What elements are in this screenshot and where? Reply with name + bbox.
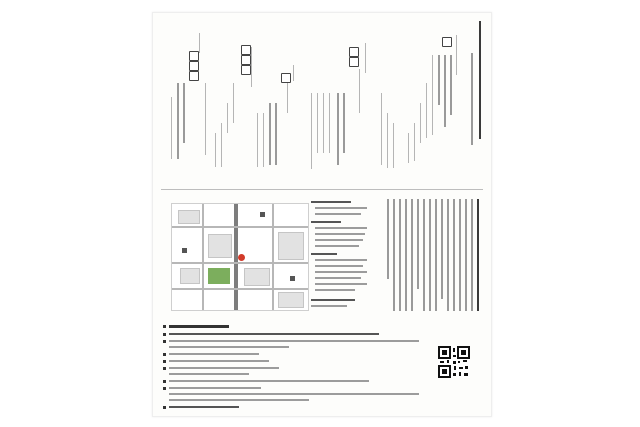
map-building xyxy=(278,292,304,308)
ticket-notes xyxy=(163,325,433,411)
piece-4-credit xyxy=(251,47,252,87)
piece-1-cast xyxy=(450,55,452,115)
piece-title-4 xyxy=(241,45,251,55)
venue-map xyxy=(171,203,309,311)
map-building xyxy=(180,268,200,284)
piece-5-credit xyxy=(199,33,200,53)
piece-title-2-glyph xyxy=(349,57,359,67)
essay-title xyxy=(377,197,378,198)
map-road xyxy=(172,226,308,228)
map-building xyxy=(178,210,200,224)
piece-1-cast xyxy=(426,83,427,138)
piece-3-credit xyxy=(293,65,294,81)
piece-4-cast xyxy=(221,123,222,167)
map-road xyxy=(202,204,204,310)
map-park xyxy=(208,268,230,284)
piece-4-cast xyxy=(227,103,228,133)
piece-5-cast xyxy=(205,83,206,155)
piece-1-cast xyxy=(420,103,421,143)
piece-2-cast xyxy=(317,93,318,153)
piece-2-cast xyxy=(311,93,312,169)
map-road xyxy=(272,204,274,310)
piece-2-credit xyxy=(359,69,360,113)
piece-2-cast xyxy=(329,93,330,153)
piece-1-cast xyxy=(444,55,446,127)
piece-2-cast xyxy=(323,93,324,153)
piece-5-cast xyxy=(177,83,179,159)
piece-5-cast xyxy=(171,97,172,159)
access-info xyxy=(311,199,371,311)
piece-4-cast xyxy=(233,83,234,123)
map-station xyxy=(260,212,265,217)
piece-4-cast xyxy=(215,133,216,167)
piece-1-credit xyxy=(456,35,457,75)
piece-title-3 xyxy=(281,73,291,83)
map-station xyxy=(290,276,295,281)
piece-1-cast xyxy=(432,55,433,135)
map-road xyxy=(172,262,308,264)
venue-marker-icon xyxy=(238,254,245,261)
map-building xyxy=(244,268,270,286)
map-station xyxy=(182,248,187,253)
piece-3-cast xyxy=(263,113,264,167)
piece-2-cast xyxy=(381,93,382,165)
piece-2-cast xyxy=(343,93,345,153)
piece-title-5-glyph xyxy=(189,61,199,71)
section-divider xyxy=(161,189,483,190)
date-column xyxy=(471,53,473,145)
piece-title-5-glyph xyxy=(189,71,199,81)
piece-title-4-glyph xyxy=(241,65,251,75)
piece-title-2 xyxy=(349,47,359,57)
venue-fax xyxy=(311,199,312,200)
piece-3-cast xyxy=(257,113,258,167)
piece-2-cast xyxy=(387,113,388,168)
piece-2-cast xyxy=(337,93,339,165)
map-building xyxy=(208,234,232,258)
piece-2-credit xyxy=(365,43,366,73)
piece-3-credit xyxy=(287,83,288,113)
piece-2-cast xyxy=(393,123,394,168)
qr-code[interactable] xyxy=(438,346,470,378)
program-sheet xyxy=(152,12,492,417)
piece-5-cast xyxy=(183,83,185,143)
essay-section xyxy=(377,197,483,313)
program-section xyxy=(153,13,491,185)
piece-title-1 xyxy=(442,37,452,47)
piece-title-5-text xyxy=(153,13,154,14)
piece-title-4-glyph xyxy=(241,55,251,65)
piece-3-cast xyxy=(269,103,271,165)
piece-title-5 xyxy=(189,51,199,61)
map-road xyxy=(172,288,308,290)
piece-3-cast xyxy=(275,103,277,165)
piece-1-cast xyxy=(408,133,409,163)
piece-1-cast xyxy=(438,55,440,105)
program-title-column xyxy=(479,21,481,139)
piece-1-cast xyxy=(414,123,415,161)
map-building xyxy=(278,232,304,260)
